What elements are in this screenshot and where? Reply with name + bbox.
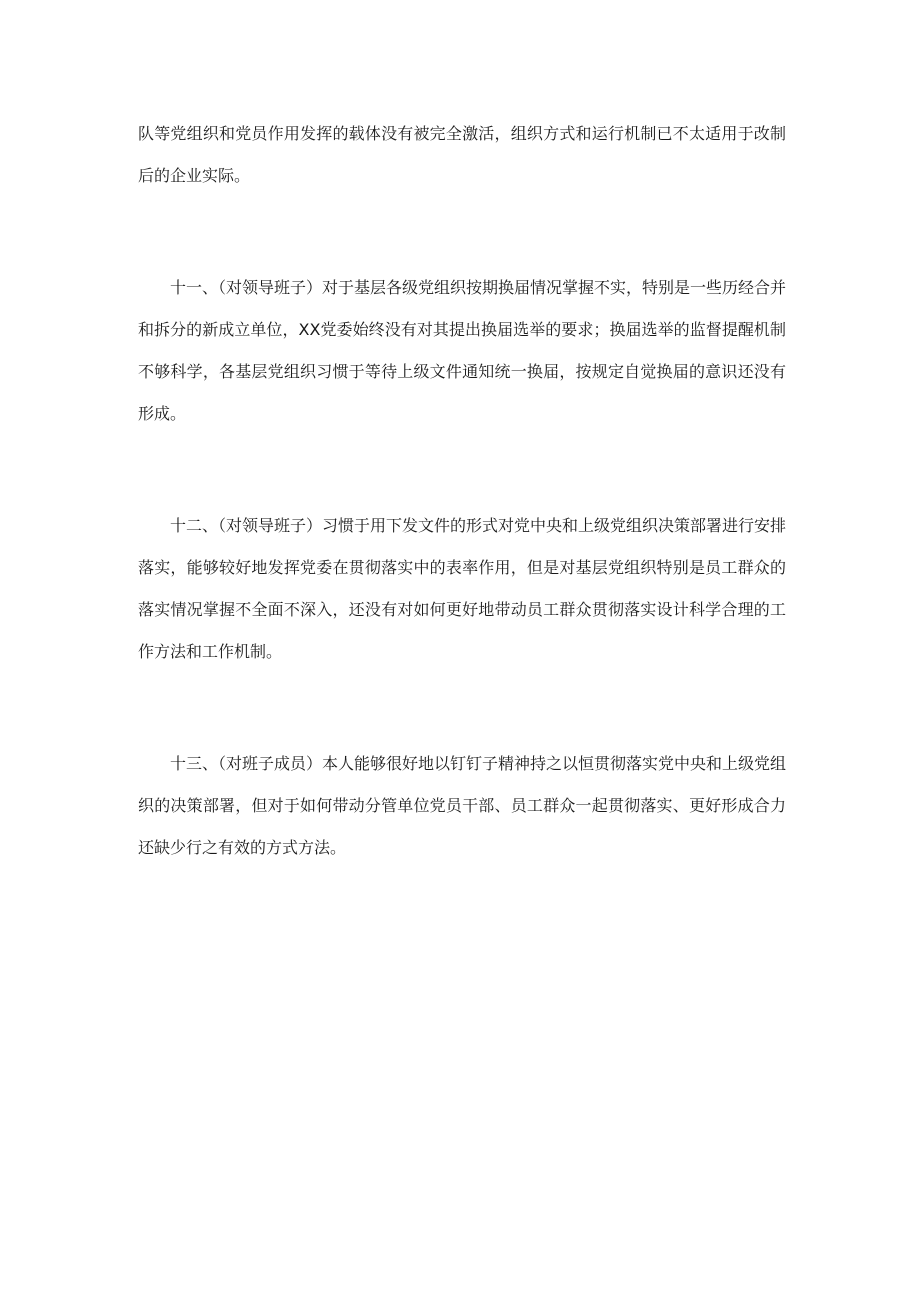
paragraph-item-11: 十一、（对领导班子）对于基层各级党组织按期换届情况掌握不实，特别是一些历经合并和拆分的新成立单位，XX党委始终没有对其提出换届选举的要求；换届选举的监督提醒机制不够科学，各基层党组织习惯于等待上级文件通知统一换届，按规定自觉换届的意识还没有形成。: [138, 278, 787, 423]
paragraph-gap: [138, 435, 786, 505]
paragraph-item-12: 十二、（对领导班子）习惯于用下发文件的形式对党中央和上级党组织决策部署进行安排落实，能够较好地发挥党委在贯彻落实中的表率作用，但是对基层党组织特别是员工群众的落实情况掌握不全面不深入，还没有对如何更好地带动员工群众贯彻落实设计科学合理的工作方法和工作机制。: [138, 516, 787, 661]
paragraph-continuation: 队等党组织和党员作用发挥的载体没有被完全激活，组织方式和运行机制已不太适用于改制后的企业实际。: [138, 124, 786, 185]
paragraph-gap: [138, 673, 786, 743]
document-body: [138, 113, 786, 869]
paragraph-item-13: 十三、（对班子成员）本人能够很好地以钉钉子精神持之以恒贯彻落实党中央和上级党组织的决策部署，但对于如何带动分管单位党员干部、员工群众一起贯彻落实、更好形成合力还缺少行之有效的方式方法。: [138, 754, 787, 857]
paragraph-gap: [138, 197, 786, 267]
